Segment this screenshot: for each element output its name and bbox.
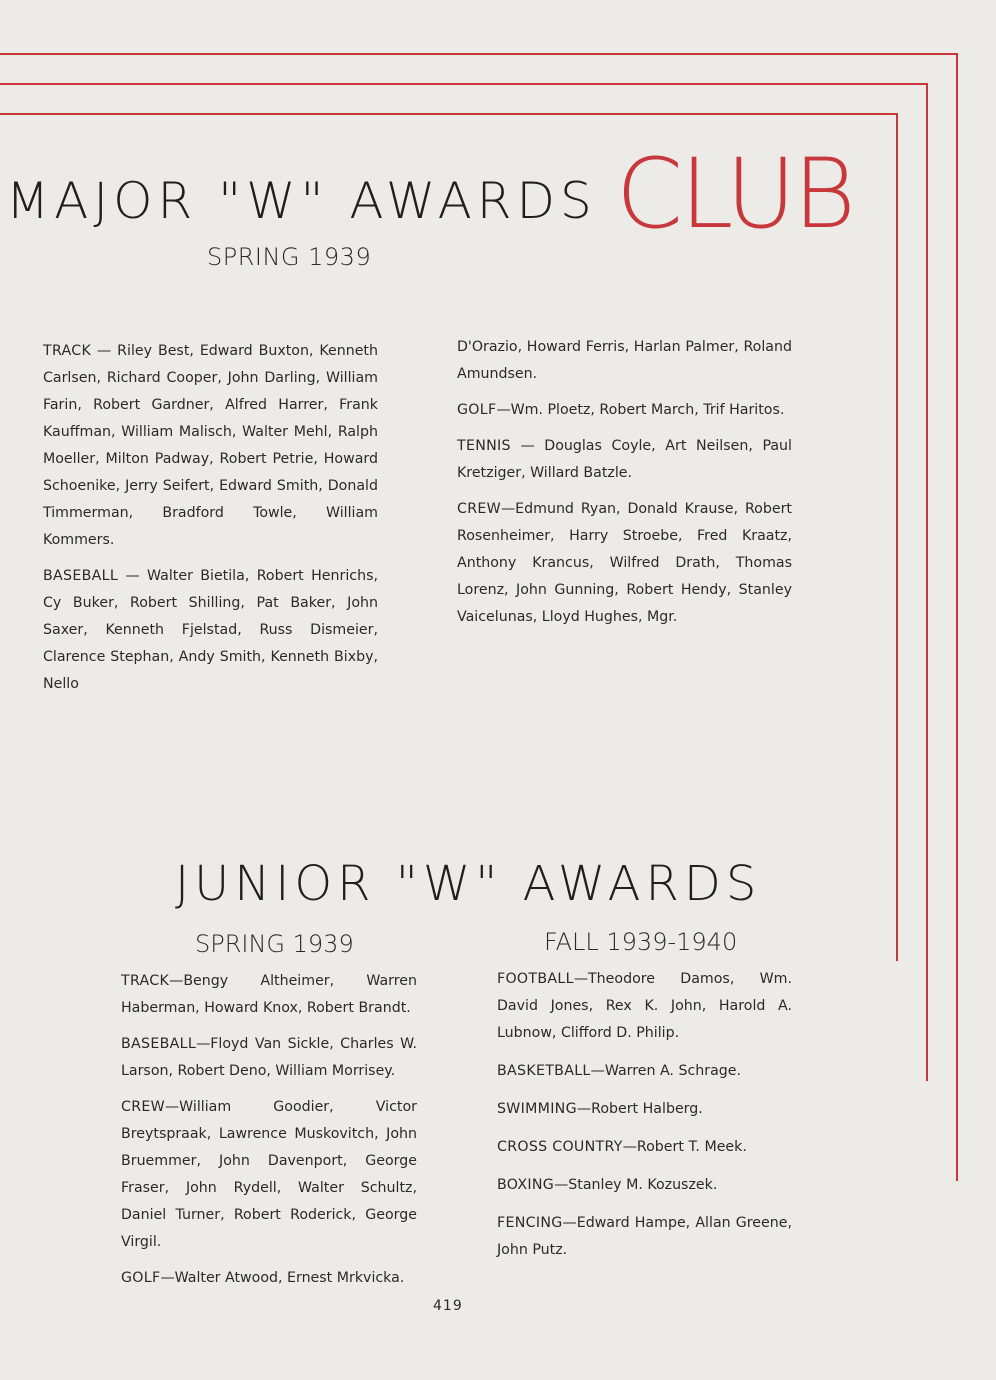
- award-entry: [497, 1096, 792, 1123]
- sport-name: CREW: [121, 1099, 165, 1115]
- sport-separator: —: [91, 343, 118, 359]
- recipient-names: Stanley M. Kozuszek.: [568, 1177, 718, 1193]
- award-entry: [121, 1265, 417, 1292]
- sport-name: BASEBALL: [43, 568, 119, 584]
- sport-name: BASEBALL: [121, 1036, 197, 1052]
- junior-spring-column: [121, 968, 417, 1301]
- sport-name: TENNIS: [457, 438, 511, 454]
- junior-fall-season: FALL 1939-1940: [544, 928, 738, 956]
- sport-name: FENCING: [497, 1215, 563, 1231]
- sport-separator: —: [160, 1270, 175, 1286]
- recipient-names: Riley Best, Edward Buxton, Kenneth Carlsen, Richard Cooper, John Darling, William Farin, Robert Gardner, Alfred Harrer, Frank Kauffman, William Malisch, Walter Mehl, Ralph Moeller, Milton Padway, Robert Petrie, Howard Schoenike, Jerry Seifert, Edward Smith, Donald Timmerman, Bradford Towle, William Kommers.: [43, 343, 378, 548]
- recipient-names: Edward Hampe, Allan Greene, John Putz.: [497, 1215, 792, 1258]
- award-entry: [497, 966, 792, 1047]
- border-line-inner-top: [0, 113, 898, 115]
- sport-name: BASKETBALL: [497, 1063, 591, 1079]
- award-entry: [43, 338, 378, 554]
- border-line-outer-right: [956, 53, 958, 1181]
- recipient-names: D'Orazio, Howard Ferris, Harlan Palmer, Roland Amundsen.: [457, 339, 792, 382]
- sport-name: BOXING: [497, 1177, 555, 1193]
- recipient-names: Walter Bietila, Robert Henrichs, Cy Buker, Robert Shilling, Pat Baker, John Saxer, Kenneth Fjelstad, Russ Dismeier, Clarence Stephan, Andy Smith, Kenneth Bixby, Nello: [43, 568, 378, 692]
- sport-name: SWIMMING: [497, 1101, 577, 1117]
- recipient-names: Theodore Damos, Wm. David Jones, Rex K. John, Harold A. Lubnow, Clifford D. Philip.: [497, 971, 792, 1041]
- sport-separator: —: [118, 568, 148, 584]
- award-entry: [497, 1210, 792, 1264]
- award-entry: [497, 1058, 792, 1085]
- junior-fall-column: [497, 966, 792, 1275]
- major-awards-title: MAJOR "W" AWARDS: [6, 172, 597, 230]
- border-line-middle-right: [926, 83, 928, 1081]
- recipient-names: Robert Halberg.: [591, 1101, 703, 1117]
- sport-name: TRACK: [43, 343, 92, 359]
- sport-name: GOLF: [121, 1270, 161, 1286]
- page-number: 419: [433, 1298, 463, 1314]
- award-entry: [121, 1094, 417, 1256]
- award-entry: [43, 563, 378, 698]
- border-line-middle-top: [0, 83, 928, 85]
- sport-name: GOLF: [457, 402, 497, 418]
- award-entry: [457, 496, 792, 631]
- award-entry: [457, 397, 792, 424]
- award-entry: [121, 968, 417, 1022]
- recipient-names: Wm. Ploetz, Robert March, Trif Haritos.: [510, 402, 785, 418]
- sport-separator: —: [169, 973, 184, 989]
- recipient-names: Edmund Ryan, Donald Krause, Robert Rosenheimer, Harry Stroebe, Fred Kraatz, Anthony Krancus, Wilfred Drath, Thomas Lorenz, John Gunning, Robert Hendy, Stanley Vaicelunas, Lloyd Hughes, Mgr.: [457, 501, 792, 625]
- major-awards-left-column: [43, 338, 378, 707]
- sport-separator: —: [590, 1063, 605, 1079]
- border-line-inner-right: [896, 113, 898, 961]
- award-entry: [497, 1134, 792, 1161]
- major-awards-season: SPRING 1939: [207, 243, 372, 271]
- recipient-names: Floyd Van Sickle, Charles W. Larson, Robert Deno, William Morrisey.: [121, 1036, 417, 1079]
- recipient-names: Douglas Coyle, Art Neilsen, Paul Kretziger, Willard Batzle.: [457, 438, 792, 481]
- border-line-outer-top: [0, 53, 958, 55]
- recipient-names: Warren A. Schrage.: [604, 1063, 742, 1079]
- award-entry: [457, 433, 792, 487]
- sport-separator: —: [562, 1215, 577, 1231]
- recipient-names: Walter Atwood, Ernest Mrkvicka.: [174, 1270, 405, 1286]
- sport-separator: —: [554, 1177, 569, 1193]
- sport-name: CREW: [457, 501, 501, 517]
- junior-spring-season: SPRING 1939: [195, 930, 354, 958]
- sport-separator: —: [573, 971, 588, 987]
- junior-awards-title: JUNIOR "W" AWARDS: [175, 856, 762, 912]
- sport-separator: —: [510, 438, 545, 454]
- recipient-names: Robert T. Meek.: [636, 1139, 747, 1155]
- sport-separator: —: [164, 1099, 180, 1115]
- club-heading: CLUB: [616, 138, 853, 250]
- award-entry: [457, 334, 792, 388]
- sport-separator: —: [196, 1036, 211, 1052]
- sport-separator: —: [500, 501, 516, 517]
- major-awards-right-column: [457, 334, 792, 640]
- sport-name: CROSS COUNTRY: [497, 1139, 623, 1155]
- recipient-names: William Goodier, Victor Breytspraak, Lawrence Muskovitch, John Bruemmer, John Davenport, George Fraser, John Rydell, Walter Schultz, Daniel Turner, Robert Roderick, George Virgil.: [121, 1099, 417, 1250]
- recipient-names: Bengy Altheimer, Warren Haberman, Howard Knox, Robert Brandt.: [121, 973, 417, 1016]
- sport-separator: —: [496, 402, 511, 418]
- sport-name: TRACK: [121, 973, 170, 989]
- sport-separator: —: [576, 1101, 592, 1117]
- sport-name: FOOTBALL: [497, 971, 574, 987]
- award-entry: [121, 1031, 417, 1085]
- sport-separator: —: [622, 1139, 637, 1155]
- award-entry: [497, 1172, 792, 1199]
